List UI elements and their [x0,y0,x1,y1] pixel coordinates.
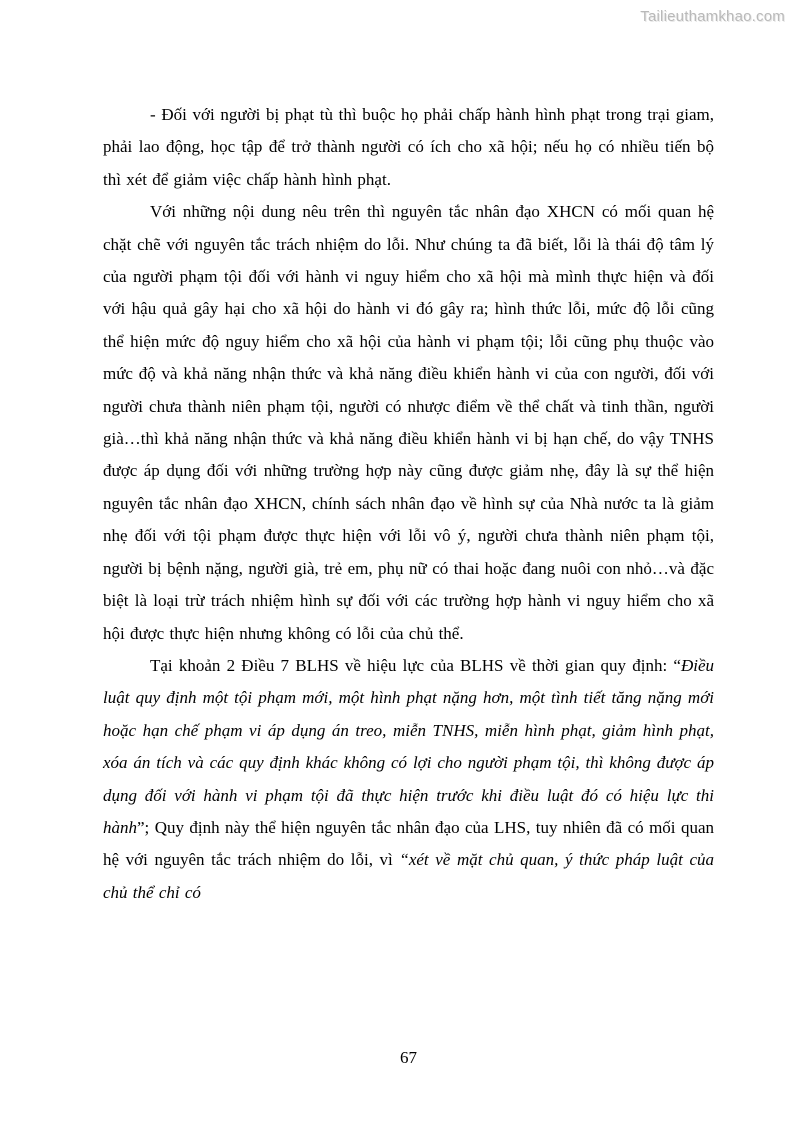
paragraph-1 [103,99,714,196]
document-body [103,99,714,909]
text-segment: - Đối với người bị phạt tù thì buộc họ phải chấp hành hình phạt trong trại giam, phải lao động, học tập để trở thành người có ích cho xã hội; nếu họ có nhiều tiến bộ thì xét để giảm việc chấp hành hình phạt. [103,105,714,189]
text-segment-quote-italic: “xét về mặt chủ quan, ý thức pháp luật của chủ thể chỉ có [103,850,714,902]
page-number: 67 [400,1048,417,1067]
paragraph-3 [103,650,714,909]
paragraph-2 [103,196,714,650]
text-segment: ”; Quy định này thể hiện nguyên tắc nhân đạo của LHS, tuy nhiên đã có mối quan hệ với nguyên tắc trách nhiệm do lỗi, vì [103,817,714,870]
watermark-site-label: Tailieuthamkhao.com [640,8,785,25]
text-segment: Với những nội dung nêu trên thì nguyên tắc nhân đạo XHCN có mối quan hệ chặt chẽ với nguyên tắc trách nhiệm do lỗi. Như chúng ta đã biết, lỗi là thái độ tâm lý của người phạm tội đối với hành vi nguy hiểm cho xã hội mà mình thực hiện và đối với hậu quả gây hại cho xã hội do hành vi đó gây ra; hình thức lỗi, mức độ lỗi cũng thể hiện mức độ nguy hiểm cho xã hội của hành vi phạm tội; lỗi cũng phụ thuộc vào mức độ và khả năng nhận thức và khả năng điều khiển hành vi của con người, đối với người chưa thành niên phạm tội, người có nhược điểm về thể chất và tinh thần, người già…thì khả năng nhận thức và khả năng điều khiển hành vi bị hạn chế, do vậy TNHS được áp dụng đối với những trường hợp này cũng được giảm nhẹ, đây là sự thể hiện nguyên tắc nhân đạo XHCN, chính sách nhân đạo về hình sự của Nhà nước ta là giảm nhẹ đối với tội phạm được thực hiện với lỗi vô ý, người chưa thành niên phạm tội, người bị bệnh nặng, người già, trẻ em, phụ nữ có thai hoặc đang nuôi con nhỏ…và đặc biệt là loại trừ trách nhiệm hình sự đối với các trường hợp hành vi nguy hiểm cho xã hội được thực hiện nhưng không có lỗi của chủ thể. [103,202,714,643]
text-segment-quote-italic: Điều luật quy định một tội phạm mới, một hình phạt nặng hơn, một tình tiết tăng nặng mới hoặc hạn chế phạm vi áp dụng án treo, miễn TNHS, miễn hình phạt, giảm hình phạt, xóa án tích và các quy định khác không có lợi cho người phạm tội, thì không được áp dụng đối với hành vi phạm tội đã thực hiện trước khi điều luật đó có hiệu lực thi hành [103,655,714,837]
text-segment: Tại khoản 2 Điều 7 BLHS về hiệu lực của BLHS về thời gian quy định: “ [150,655,681,675]
